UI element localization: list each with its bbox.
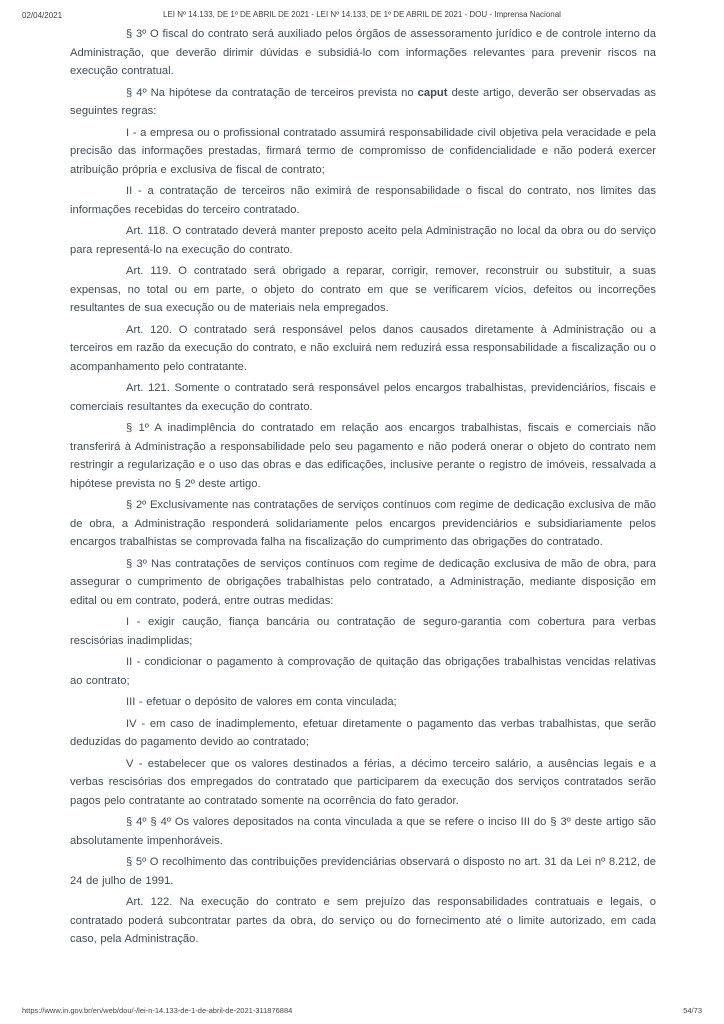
article-120: Art. 120. O contratado será responsável pelos danos causados diretamente à Administração ou a terceiros em razão da execução do contrato, e não excluirá nem reduzirá essa responsabilidade a fiscalização ou o acompanhamento pelo contratante.	[70, 323, 656, 373]
article-118: Art. 118. O contratado deverá manter preposto aceito pela Administração no local da obra ou do serviço para representá-lo na execução do contrato.	[70, 225, 656, 256]
page-number: 54/73	[683, 1006, 702, 1015]
paragraph-segment: deste artigo, deverão ser observadas as seguintes regras:	[70, 86, 656, 117]
paragraph-segment: § 4º Na hipótese da contratação de terceiros prevista no	[126, 86, 418, 99]
paragraph-s3-fiscal: § 3º O fiscal do contrato será auxiliado pelos órgãos de assessoramento jurídico e de controle interno da Administração, que deverão dirimir dúvidas e subsidiá-lo com informações relevantes para prevenir riscos na execução contratual.	[70, 28, 656, 77]
clause-v-valores-destinados: V - estabelecer que os valores destinados a férias, a décimo terceiro salário, a ausências legais e a verbas rescisórias dos empregados do contratado que participarem da execução dos serviços contratados serão pagos pelo contratante ao contratado somente na ocorrência do fato gerador.	[70, 757, 656, 807]
paragraph-s2-servicos-continuos: § 2º Exclusivamente nas contratações de serviços contínuos com regime de dedicação exclusiva de mão de obra, a Administração responderá solidariamente pelos encargos previdenciários e subsidiariamente pelos encargos trabalhistas se comprovada falha na fiscalização do cumprimento das obrigações do contratado.	[70, 499, 656, 548]
paragraph-s3-medidas: § 3º Nas contratações de serviços contínuos com regime de dedicação exclusiva de mão de obra, para assegurar o cumprimento de obrigações trabalhistas pelo contratado, a Administração, mediante disposição em edital ou em contrato, poderá, entre outras medidas:	[70, 557, 656, 607]
print-header	[0, 10, 724, 19]
paragraph-s4-impenhoraveis: § 4º § 4º Os valores depositados na conta vinculada a que se refere o inciso III do § 3º deste artigo são absolutamente impenhoráveis.	[70, 816, 656, 847]
paragraph-s1-inadimplencia: § 1º A inadimplência do contratado em relação aos encargos trabalhistas, fiscais e comerciais não transferirá à Administração a responsabilidade pelo seu pagamento e não poderá onerar o objeto do contrato nem restringir a regularização e o uso das obras e das edificações, inclusive perante o registro de imóveis, ressalvada a hipótese prevista no § 2º deste artigo.	[70, 422, 656, 490]
document-title: LEI Nº 14.133, DE 1º DE ABRIL DE 2021 - LEI Nº 14.133, DE 1º DE ABRIL DE 2021 - DOU - Imprensa Nacional	[163, 10, 561, 19]
paragraph-s4-caput	[70, 84, 656, 121]
clause-iii-deposito: III - efetuar o depósito de valores em conta vinculada;	[126, 696, 397, 708]
source-url: https://www.in.gov.br/en/web/dou/-/lei-n-14.133-de-1-de-abril-de-2021-311876884	[22, 1006, 293, 1015]
article-121: Art. 121. Somente o contratado será responsável pelos encargos trabalhistas, previdenciários, fiscais e comerciais resultantes da execução do contrato.	[70, 382, 656, 413]
document-body	[70, 25, 656, 952]
clause-ii-condicionar-pagamento: II - condicionar o pagamento à comprovação de quitação das obrigações trabalhistas vencidas relativas ao contrato;	[70, 656, 656, 687]
clause-iv-inadimplemento: IV - em caso de inadimplemento, efetuar diretamente o pagamento das verbas trabalhistas, que serão deduzidas do pagamento devido ao contratado;	[70, 717, 656, 748]
clause-i-caucao: I - exigir caução, fiança bancária ou contratação de seguro-garantia com cobertura para verbas rescisórias inadimplidas;	[70, 616, 656, 647]
print-footer	[22, 1006, 702, 1015]
clause-i-responsabilidade: I - a empresa ou o profissional contratado assumirá responsabilidade civil objetiva pela veracidade e pela precisão das informações prestadas, firmará termo de compromisso de confidencialidade e não poderá exercer atribuição própria e exclusiva de fiscal de contrato;	[70, 126, 656, 176]
paragraph-s5-contribuicoes: § 5º O recolhimento das contribuições previdenciárias observará o disposto no art. 31 da Lei nº 8.212, de 24 de julho de 1991.	[70, 856, 656, 887]
print-date: 02/04/2021	[22, 11, 63, 20]
caput-bold-text: caput	[417, 86, 448, 99]
article-119: Art. 119. O contratado será obrigado a reparar, corrigir, remover, reconstruir ou substituir, a suas expensas, no total ou em parte, o objeto do contrato em que se verificarem vícios, defeitos ou incorreções resultantes de sua execução ou de materiais nela empregados.	[70, 265, 656, 314]
article-122: Art. 122. Na execução do contrato e sem prejuízo das responsabilidades contratuais e legais, o contratado poderá subcontratar partes da obra, do serviço ou do fornecimento até o limite autorizado, em cada caso, pela Administração.	[70, 896, 656, 945]
clause-ii-contratacao-terceiros: II - a contratação de terceiros não eximirá de responsabilidade o fiscal do contrato, nos limites das informações recebidas do terceiro contratado.	[70, 185, 656, 216]
